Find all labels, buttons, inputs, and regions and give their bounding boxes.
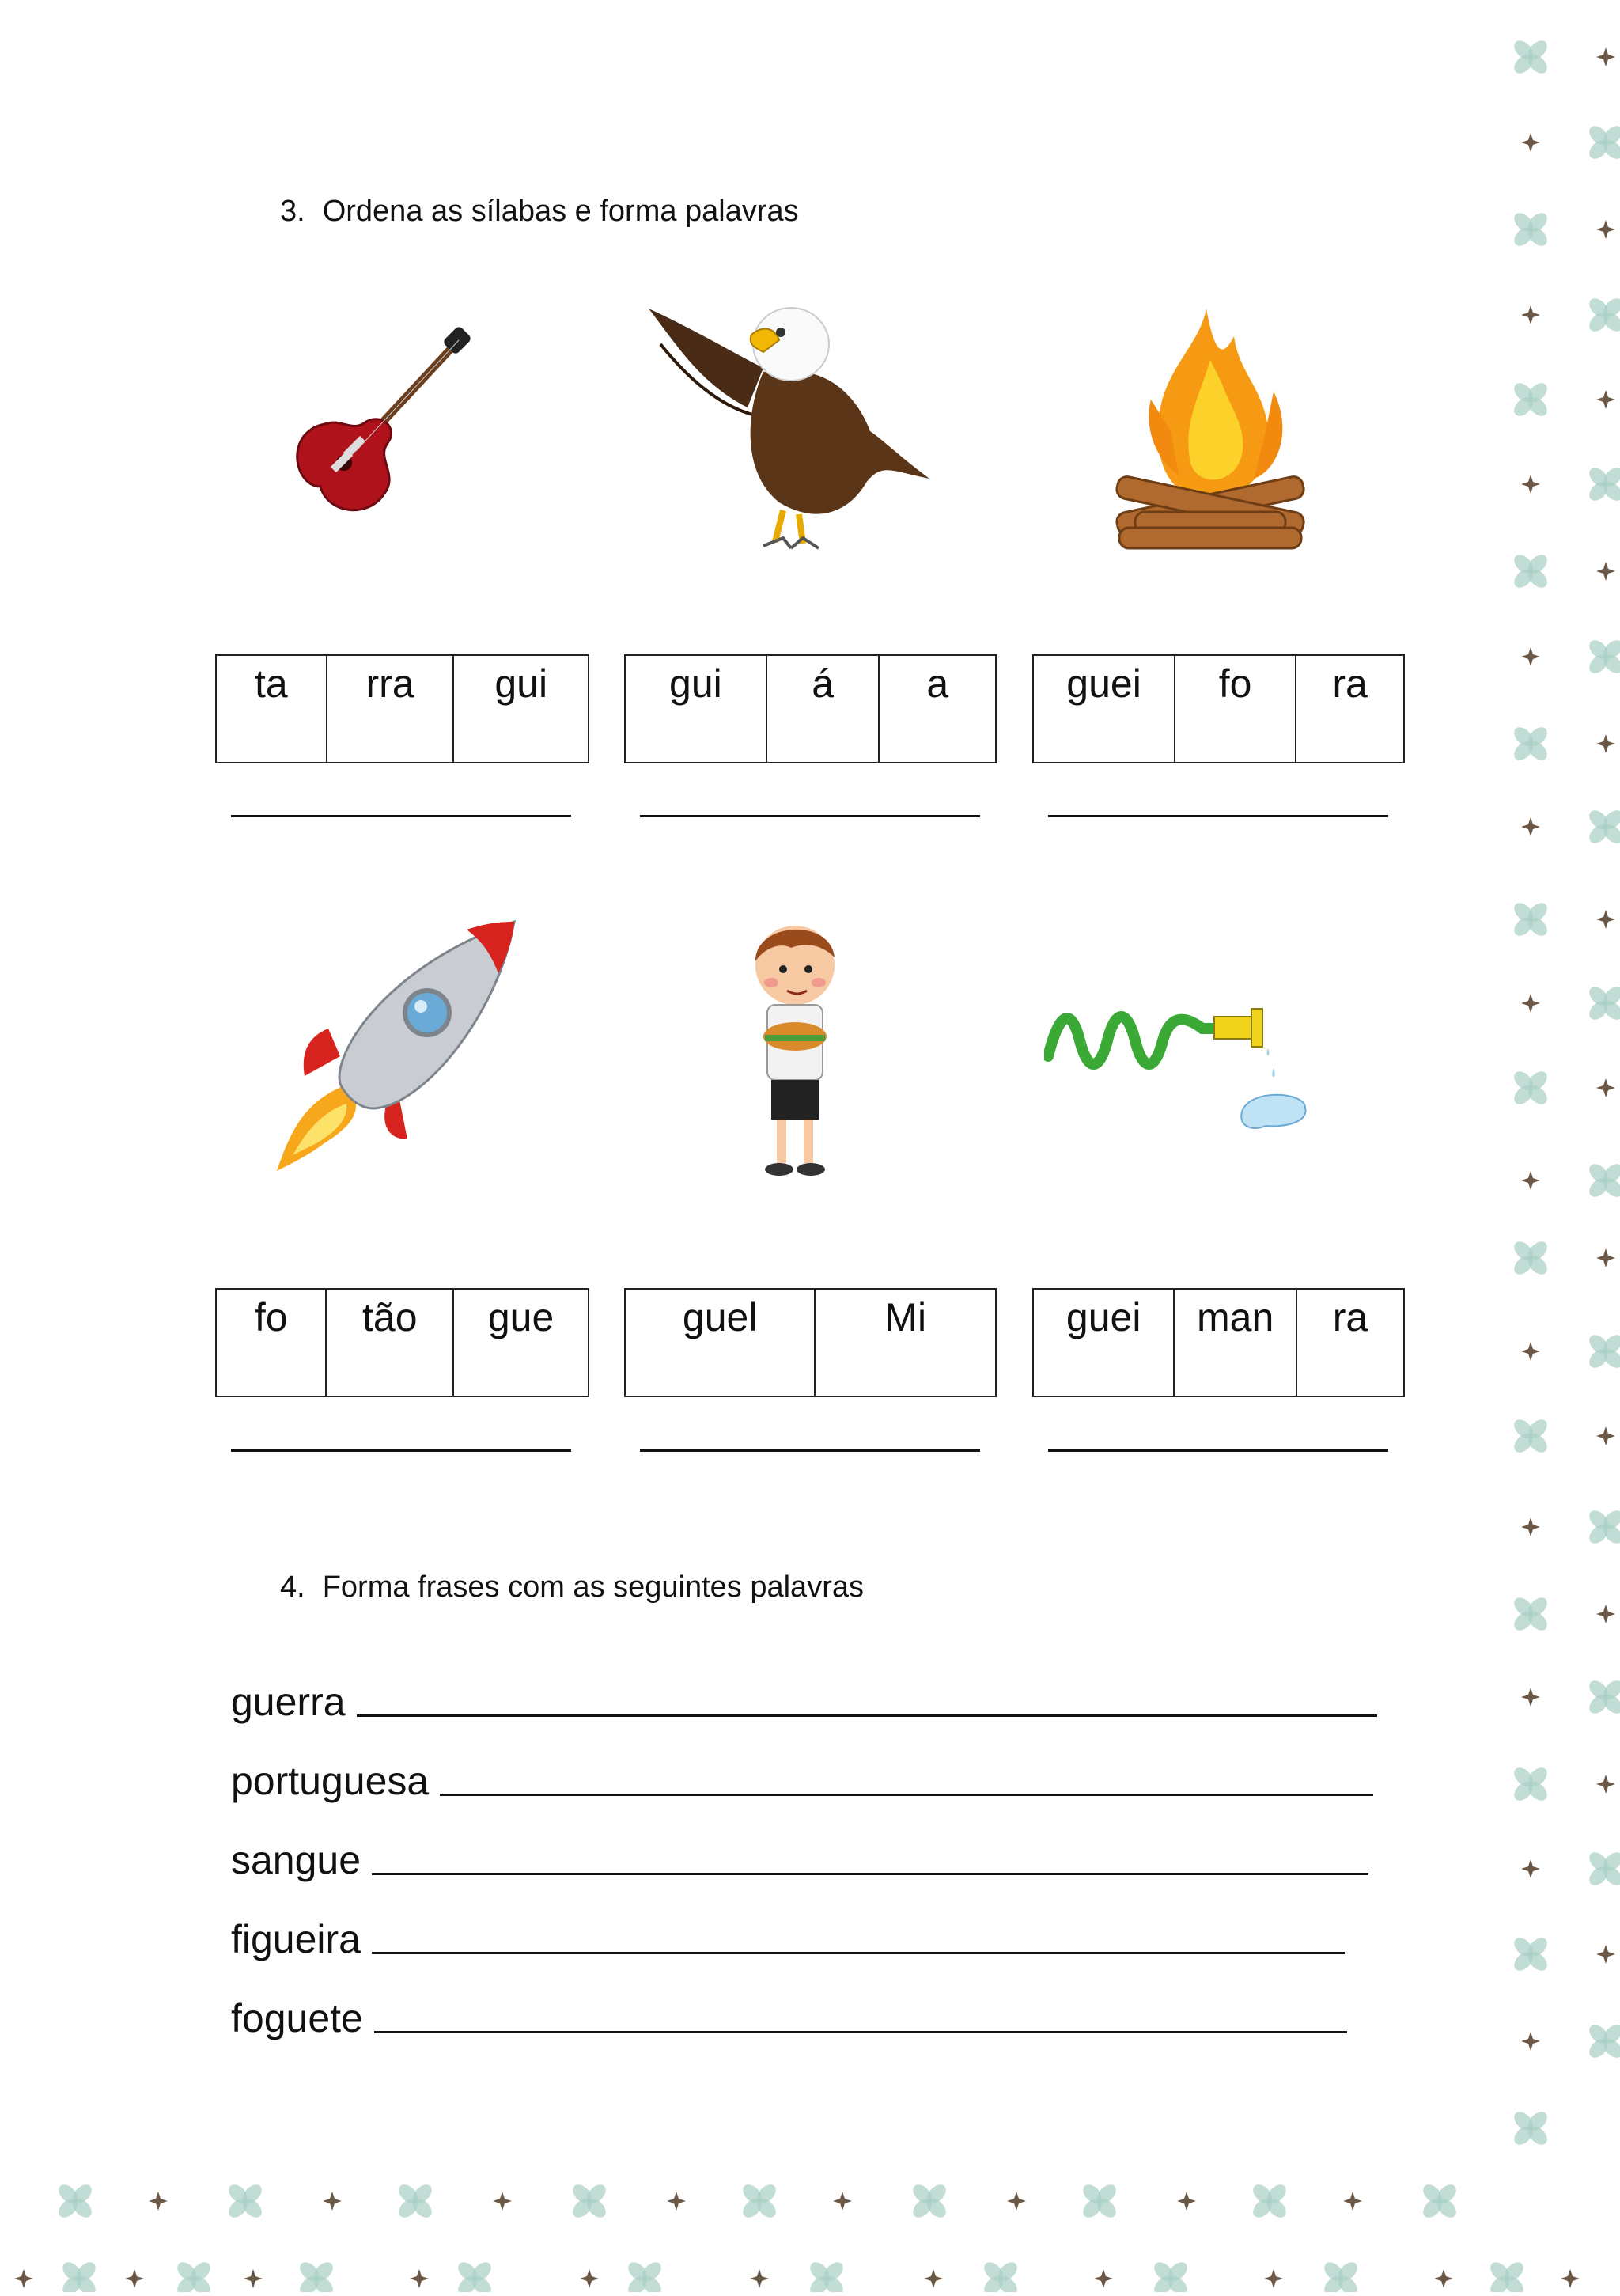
sentence-blank[interactable] [374, 2031, 1347, 2033]
syllable-table-5 [624, 1288, 997, 1397]
exercise-3-title [280, 195, 799, 229]
campfire-icon [1103, 305, 1317, 558]
syllable-cell: ra [1296, 1289, 1404, 1396]
sentence-row [231, 1679, 1377, 1725]
boy-eating-icon [736, 918, 854, 1187]
syllable-table-1 [215, 654, 589, 763]
exercise-4-instruction: Forma frases com as seguintes palavras [322, 1570, 864, 1604]
answer-line[interactable] [640, 815, 980, 817]
syllable-table-3 [1032, 654, 1405, 763]
sentence-blank[interactable] [357, 1714, 1377, 1717]
rocket-icon [261, 918, 522, 1179]
eagle-icon [645, 297, 933, 566]
sentence-blank[interactable] [372, 1952, 1345, 1954]
answer-line[interactable] [231, 1449, 571, 1452]
sentence-word: foguete [231, 1996, 363, 2040]
guitar-icon [281, 324, 479, 530]
sentence-word: portuguesa [231, 1759, 430, 1803]
syllable-cell: gui [625, 655, 766, 763]
sentence-word: guerra [231, 1680, 346, 1724]
sentence-row [231, 1916, 1345, 1962]
answer-line[interactable] [640, 1449, 980, 1452]
syllable-cell: tão [326, 1289, 453, 1396]
exercise-4-title [280, 1570, 864, 1605]
syllable-cell: a [879, 655, 996, 763]
syllable-cell: fo [216, 1289, 326, 1396]
syllable-cell: guei [1033, 655, 1175, 763]
syllable-cell: ra [1296, 655, 1404, 763]
sentence-row [231, 1758, 1373, 1804]
syllable-cell: gui [453, 655, 589, 763]
syllable-cell: gue [453, 1289, 589, 1396]
answer-line[interactable] [231, 815, 571, 817]
syllable-cell: Mi [815, 1289, 996, 1396]
syllable-cell: ta [216, 655, 327, 763]
sentence-blank[interactable] [372, 1873, 1368, 1875]
answer-line[interactable] [1048, 1449, 1388, 1452]
syllable-cell: guei [1033, 1289, 1174, 1396]
sentence-word: sangue [231, 1838, 361, 1882]
syllable-table-6 [1032, 1288, 1405, 1397]
syllable-cell: rra [327, 655, 454, 763]
syllable-cell: á [766, 655, 880, 763]
sentence-word: figueira [231, 1917, 361, 1961]
exercise-3-instruction: Ordena as sílabas e forma palavras [322, 195, 799, 228]
syllable-table-4 [215, 1288, 589, 1397]
syllable-cell: man [1174, 1289, 1296, 1396]
sentence-blank[interactable] [440, 1794, 1373, 1796]
border-pattern-bottom-icon [0, 2168, 1620, 2292]
answer-line[interactable] [1048, 815, 1388, 817]
decorative-border-bottom [0, 2168, 1620, 2292]
exercise-4-number: 4. [280, 1570, 305, 1604]
syllable-cell: guel [625, 1289, 815, 1396]
syllable-cell: fo [1175, 655, 1296, 763]
sentence-row [231, 1837, 1368, 1883]
decorative-border-right [1495, 0, 1620, 2184]
syllable-table-2 [624, 654, 997, 763]
sentence-row [231, 1995, 1347, 2041]
hose-icon [1044, 993, 1313, 1143]
exercise-3-number: 3. [280, 195, 305, 228]
border-pattern-right-icon [1495, 0, 1620, 2184]
